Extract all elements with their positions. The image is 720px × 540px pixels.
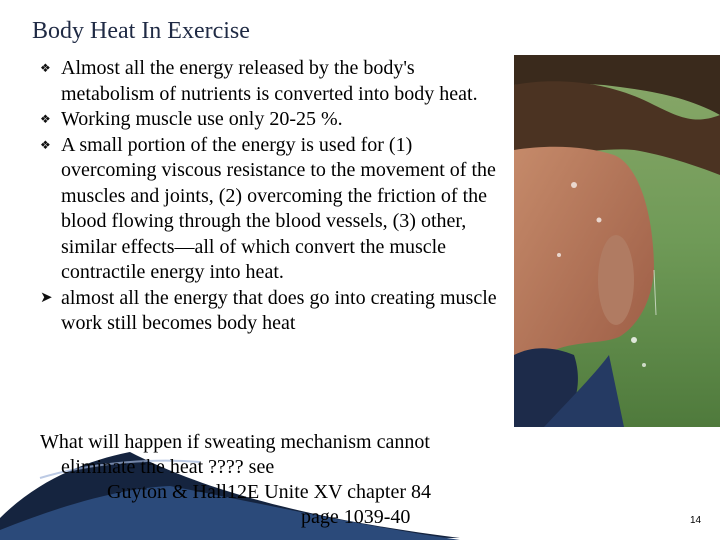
bullet-marker-icon: ❖: [40, 112, 51, 126]
bullet-item: [40, 133, 512, 286]
bullet-text: Working muscle use only 20-25 %.: [61, 108, 343, 130]
sweating-athlete-image: [514, 55, 720, 427]
bullet-text: Almost all the energy released by the body's metabolism of nutrients is converted into body heat.: [61, 57, 478, 105]
bullet-item: [40, 107, 512, 133]
bullet-text: almost all the energy that does go into creating muscle work still becomes body heat: [61, 286, 497, 334]
question-line: eliminate the heat ???? see: [61, 456, 275, 478]
bullet-item: [40, 286, 512, 337]
question-text: [40, 430, 510, 530]
arrow-bullet-icon: ➤: [40, 289, 53, 306]
reference-line: Guyton & Hall12E Unite XV chapter 84: [107, 481, 432, 503]
bullet-text: A small portion of the energy is used for (1) overcoming viscous resistance to the movement of the muscles and joints, (2) overcoming the friction of the blood flowing through the blood vessels, (3) other, similar effects—all of which convert the muscle contractile energy into heat.: [61, 133, 496, 283]
reference-line: page 1039-40: [301, 506, 411, 528]
slide-title: Body Heat In Exercise: [32, 18, 250, 44]
bullet-list: [40, 56, 512, 337]
bullet-marker-icon: ❖: [40, 137, 51, 152]
athlete-photo: [514, 55, 720, 427]
bullet-marker-icon: ❖: [40, 61, 51, 75]
page-number: 14: [690, 515, 702, 526]
question-line: What will happen if sweating mechanism cannot: [40, 431, 430, 453]
bullet-item: [40, 56, 512, 107]
